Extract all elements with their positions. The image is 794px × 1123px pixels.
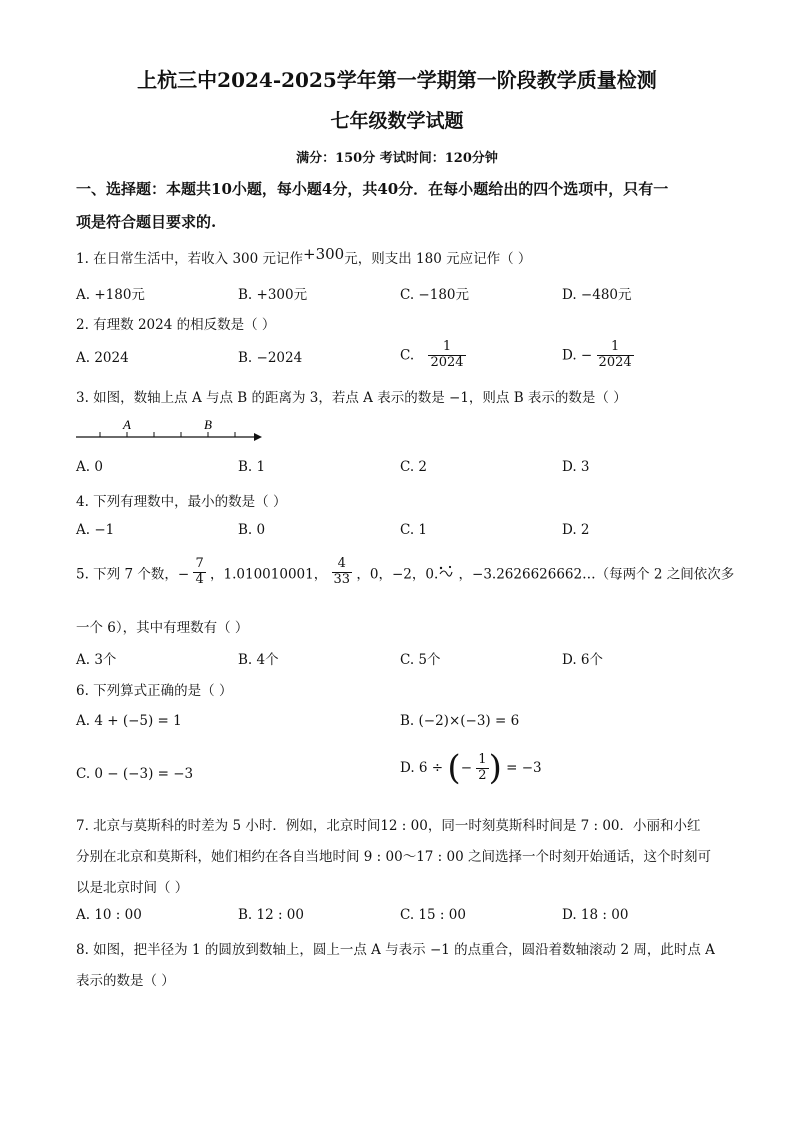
exam-info: 满分：150分 考试时间：120分钟 [296,151,498,166]
question-1-stem [76,247,531,267]
section-heading-line1: 一、选择题：本题共10小题，每小题4分，共40分．在每小题给出的四个选项中，只有一 [76,180,669,198]
question-7-line1: 7. 北京与莫斯科的时差为 5 小时．例如，北京时间12 : 00，同一时刻莫斯科时间是 7 : 00．小丽和小红 [76,818,701,834]
q6-option-a[interactable]: A. 4 + (−5) = 1 [76,713,182,729]
q2-option-c[interactable] [400,340,466,371]
q4-option-b[interactable]: B. 0 [238,522,266,538]
q6-option-c[interactable]: C. 0 − (−3) = −3 [76,766,194,782]
q5-fraction-1 [193,557,205,588]
q1-option-c[interactable]: C. −180元 [400,287,470,303]
number-line-arrow [254,433,262,441]
q2-option-b[interactable]: B. −2024 [238,350,303,366]
q1-option-d[interactable]: D. −480元 [562,287,632,303]
q6-option-b[interactable]: B. (−2)×(−3) = 6 [400,713,520,729]
q1-stem-c: 元，则支出 180 元应记作（ ） [344,251,532,267]
q7-option-d[interactable]: D. 18 : 00 [562,907,629,923]
question-5-stem [76,557,734,588]
q5-stem-a: 5. 下列 7 个数，− [76,566,190,583]
number-line-ticks [100,432,235,437]
q5-option-a[interactable]: A. 3个 [76,652,117,668]
fraction-denominator: 2024 [430,354,464,370]
q2-option-d-fraction [597,340,634,371]
fraction-denominator: 4 [195,571,204,587]
question-4-stem: 4. 下列有理数中，最小的数是（ ） [76,494,287,510]
question-7-line2: 分别在北京和莫斯科，她们相约在各自当地时间 9 : 00～17 : 00 之间选择一个时刻开始通话，这个时刻可 [76,849,711,865]
exam-subtitle: 七年级数学试题 [330,110,464,132]
number-line-figure [74,415,270,449]
q1-stem-a: 1. 在日常生活中，若收入 300 元记作 [76,251,304,267]
q2-option-a[interactable]: A. 2024 [76,350,129,366]
q3-option-c[interactable]: C. 2 [400,459,428,475]
q7-option-c[interactable]: C. 15 : 00 [400,907,466,923]
fraction-denominator: 2024 [598,354,632,370]
q5-option-c[interactable]: C. 5个 [400,652,441,668]
point-a-label: A [123,417,131,432]
fraction-numerator: 1 [442,339,452,354]
point-b-label: B [204,417,212,432]
q3-option-a[interactable]: A. 0 [76,459,103,475]
q6-option-d-fraction [476,753,488,784]
q1-option-b[interactable]: B. +300元 [238,287,308,303]
q1-stem-b: +300 [303,245,345,263]
fraction-numerator: 4 [337,556,346,571]
q1-option-a[interactable]: A. +180元 [76,287,145,303]
q6-option-d-suffix: = −3 [506,760,542,776]
question-2-stem: 2. 有理数 2024 的相反数是（ ） [76,317,276,333]
q6-option-d[interactable] [400,748,542,788]
question-8-line1: 8. 如图，把半径为 1 的圆放到数轴上，圆上一点 A 与表示 −1 的点重合，圆沿着数轴滚动 2 周，此时点 A [76,942,715,958]
q3-option-b[interactable]: B. 1 [238,459,266,475]
q5-option-d[interactable]: D. 6个 [562,652,604,668]
q2-option-d-label: D. − [562,347,593,364]
q5-fraction-2 [332,557,353,588]
q2-option-d[interactable] [562,340,634,371]
fraction-denominator: 2 [478,767,487,783]
q7-option-a[interactable]: A. 10 : 00 [76,907,142,923]
left-paren-glyph: ( [447,748,461,788]
question-7-line3: 以是北京时间（ ） [76,880,189,896]
question-3-stem: 3. 如图，数轴上点 A 与点 B 的距离为 3，若点 A 表示的数是 −1，则点 B 表示的数是（ ） [76,390,627,406]
q7-option-b[interactable]: B. 12 : 00 [238,907,304,923]
q5-stem-d: ，−3.2626626662…（每两个 2 之间依次多 [458,566,735,583]
repeating-decimal-glyph [438,565,454,579]
q5-stem-c: ，0，−2，0. [356,566,439,583]
q4-option-a[interactable]: A. −1 [76,522,115,538]
q5-stem-b: ，1.010010001， [210,566,328,583]
right-paren-glyph: ) [488,748,502,788]
q2-option-c-label: C. [400,347,415,364]
section-heading-line2: 项是符合题目要求的. [76,213,217,231]
question-6-stem: 6. 下列算式正确的是（ ） [76,683,233,699]
fraction-numerator: 1 [478,751,487,767]
fraction-denominator: 33 [333,571,351,587]
q4-option-c[interactable]: C. 1 [400,522,428,538]
fraction-numerator: 7 [195,556,204,571]
q6-option-d-prefix: D. 6 ÷ [400,760,444,776]
fraction-numerator: 1 [610,339,620,354]
q6-option-d-neg: − [460,760,472,776]
question-5-stem-line2: 一个 6），其中有理数有（ ） [76,620,249,636]
q3-option-d[interactable]: D. 3 [562,459,590,475]
exam-title: 上杭三中2024-2025学年第一学期第一阶段教学质量检测 [137,68,657,92]
question-8-line2: 表示的数是（ ） [76,973,175,989]
q2-option-c-fraction [428,340,465,371]
q5-option-b[interactable]: B. 4个 [238,652,279,668]
q4-option-d[interactable]: D. 2 [562,522,590,538]
